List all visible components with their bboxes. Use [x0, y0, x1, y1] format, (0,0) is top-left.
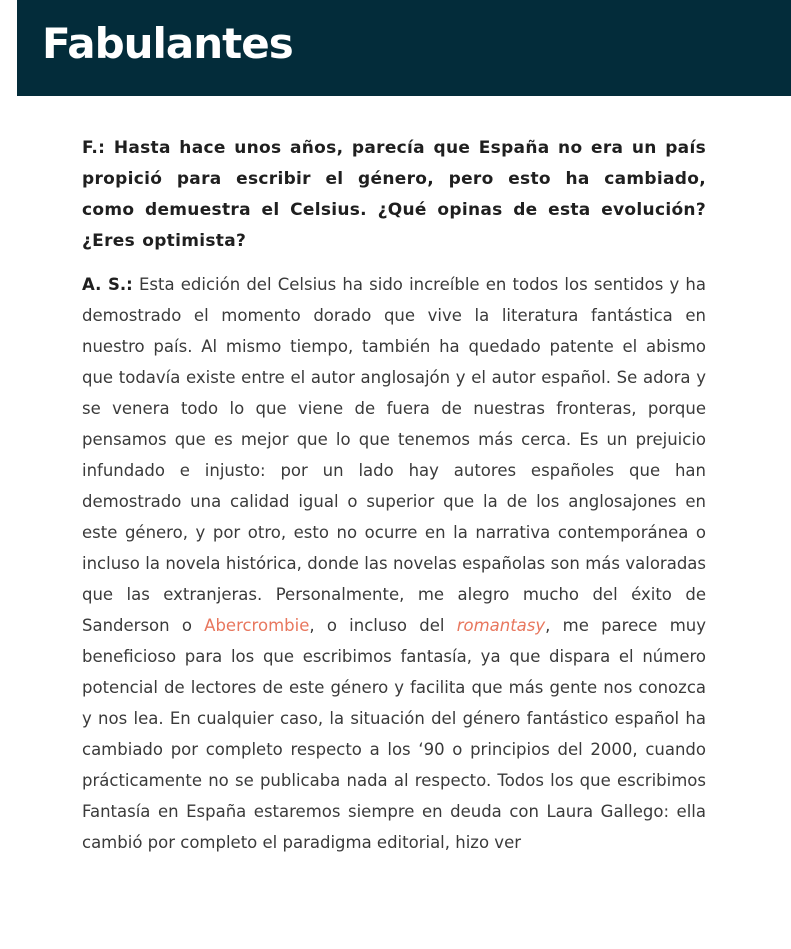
answer-text-part2: , o incluso del	[309, 616, 457, 635]
answer-text-part3: , me parece muy beneficioso para los que escribimos fantasía, ya que dispara el número potencial de lectores de este género y facilita que más gente nos conozca y nos lea. En cualquier caso, la situación del género fantástico español ha cambiado por completo respecto a los ‘90 o principios del 2000, cuando prácticamente no se publicaba nada al respecto. Todos los que escribimos Fantasía en España estaremos siempre en deuda con Laura Gallego: ella cambió por completo el paradigma editorial, hizo ver	[82, 616, 706, 852]
article-body	[82, 133, 706, 858]
site-logo[interactable]: Fabulantes	[42, 19, 293, 68]
answer-speaker: A. S.:	[82, 275, 133, 294]
answer-text-part1: Esta edición del Celsius ha sido increíble en todos los sentidos y ha demostrado el momento dorado que vive la literatura fantástica en nuestro país. Al mismo tiempo, también ha quedado patente el abismo que todavía existe entre el autor anglosajón y el autor español. Se adora y se venera todo lo que viene de fuera de nuestras fronteras, porque pensamos que es mejor que lo que tenemos más cerca. Es un prejuicio infundado e injusto: por un lado hay autores españoles que han demostrado una calidad igual o superior que la de los anglosajones en este género, y por otro, esto no ocurre en la narrativa contemporánea o incluso la novela histórica, donde las novelas españolas son más valoradas que las extranjeras. Personalmente, me alegro mucho del éxito de Sanderson o	[82, 275, 706, 635]
abercrombie-link[interactable]: Abercrombie	[204, 616, 310, 635]
romantasy-link[interactable]: romantasy	[456, 616, 546, 635]
interview-answer	[82, 269, 706, 858]
site-header	[17, 0, 791, 96]
interview-question: F.: Hasta hace unos años, parecía que España no era un país propició para escribir el género, pero esto ha cambiado, como demuestra el Celsius. ¿Qué opinas de esta evolución? ¿Eres optimista?	[82, 138, 706, 251]
